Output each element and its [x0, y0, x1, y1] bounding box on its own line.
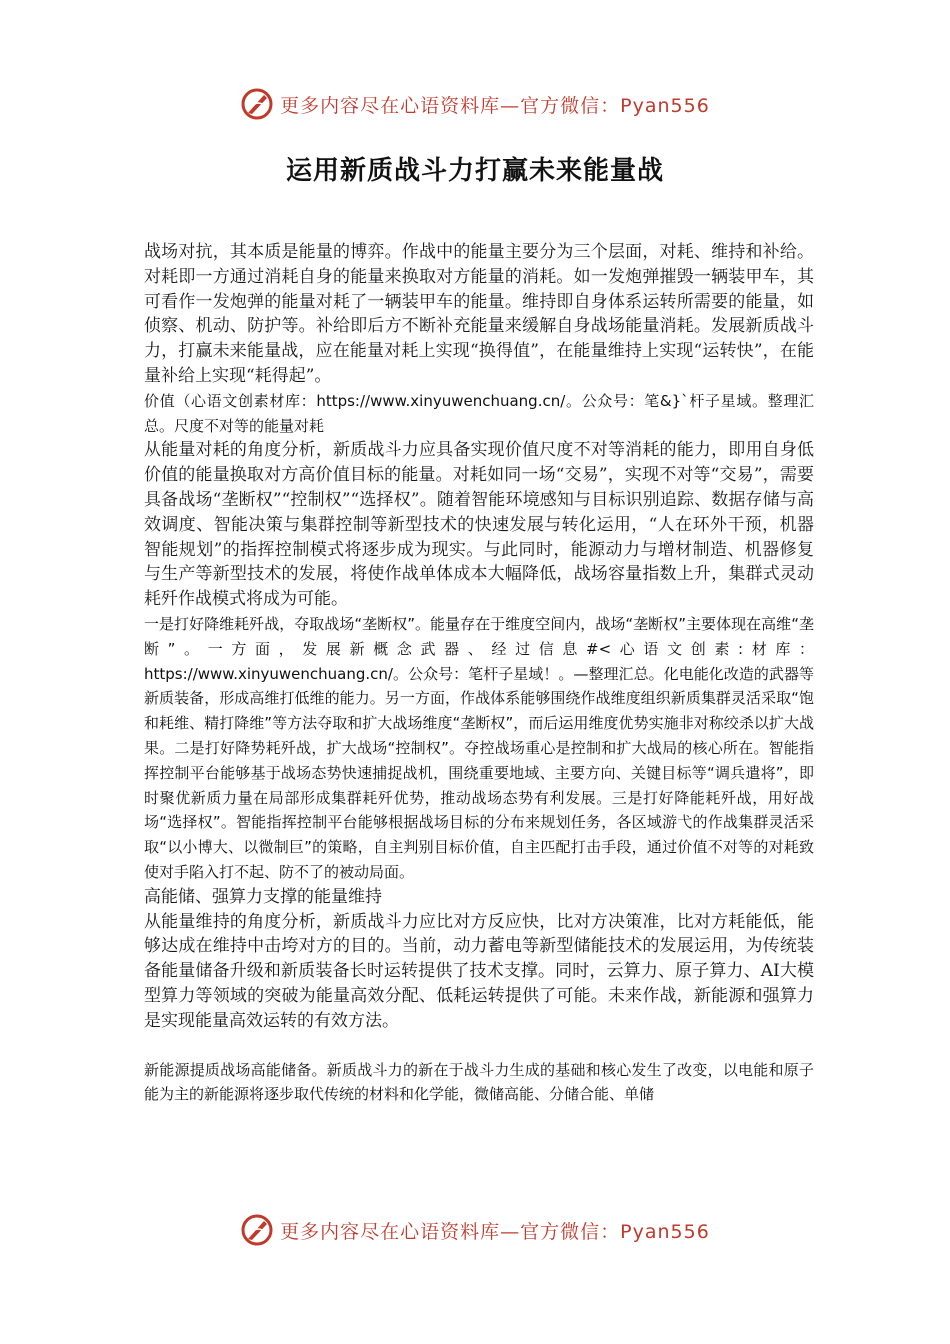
document-title: 运用新质战斗力打赢未来能量战	[285, 156, 664, 186]
document-body	[144, 240, 814, 1107]
paragraph-new-energy: 新能源提质战场高能储备。新质战斗力的新在于战斗力生成的基础和核心发生了改变，以电能和原子能为主的新能源将逐步取代传统的材料和化学能，微储高能、分储合能、单储	[144, 1060, 814, 1104]
quill-logo-icon	[240, 1213, 274, 1247]
paragraph-energy-exchange: 从能量对耗的角度分析，新质战斗力应具备实现价值尺度不对等消耗的能力，即用自身低价值的能量换取对方高价值目标的能量。对耗如同一场“交易”，实现不对等“交易”，需要具备战场“垄断权”“控制权”“选择权”。随着智能环境感知与目标识别追踪、数据存储与高效调度、智能决策与集群控制等新型技术的快速发展与转化运用，“人在环外干预，机器智能规划”的指挥控制模式将逐步成为现实。与此同时，能源动力与增材制造、机器修复与生产等新型技术的发展，将使作战单体成本大幅降低，战场容量指数上升，集群式灵动耗歼作战模式将成为可能。	[144, 440, 814, 610]
paragraph-source-note-1: 价值（心语文创素材库：https://www.xinyuwenchuang.cn/。公众号：笔&}`杆子星域。整理汇总。尺度不对等的能量对耗	[144, 391, 814, 435]
paragraph-three-battles: 一是打好降维耗歼战，夺取战场“垄断权”。能量存在于维度空间内，战场“垄断权”主要体现在高维“垄断”。一方面，发展新概念武器、经过信息#<心语文创素:材库：https://www.xinyuwenchuang.cn/。公众号：笔杆子星域！。—整理汇总。化电能化改造的武器等新质装备，形成高维打低维的能力。另一方面，作战体系能够围绕作战维度组织新质集群灵活采取“饱和耗维、精打降维”等方法夺取和扩大战场维度“垄断权”，而后运用维度优势实施非对称绞杀以扩大战果。二是打好降势耗歼战，扩大战场“控制权”。夺控战场重心是控制和扩大战局的核心所在。智能指挥控制平台能够基于战场态势快速捕捉战机，围绕重要地域、主要方向、关键目标等“调兵遣将”，即时聚优新质力量在局部形成集群耗歼优势，推动战场态势有利发展。三是打好降能耗歼战，用好战场“选择权”。智能指挥控制平台能够根据战场目标的分布来规划任务，各区域游弋的作战集群灵活采取“以小博大、以微制巨”的策略，自主判别目标价值，自主匹配打击手段，通过价值不对等的对耗致使对手陷入打不起、防不了的被动局面。	[144, 614, 814, 881]
banner-text: 更多内容尽在心语资料库—官方微信：Pyan556	[280, 1220, 710, 1243]
header-banner	[0, 84, 950, 124]
footer-banner	[0, 1210, 950, 1250]
banner-text: 更多内容尽在心语资料库—官方微信：Pyan556	[280, 94, 710, 117]
paragraph-intro: 战场对抗，其本质是能量的博弈。作战中的能量主要分为三个层面，对耗、维持和补给。对耗即一方通过消耗自身的能量来换取对方能量的消耗。如一发炮弹摧毁一辆装甲车，其可看作一发炮弹的能量对耗了一辆装甲车的能量。维持即自身体系运转所需要的能量，如侦察、机动、防护等。补给即后方不断补充能量来缓解自身战场能量消耗。发展新质战斗力，打赢未来能量战，应在能量对耗上实现“换得值”，在能量维持上实现“运转快”，在能量补给上实现“耗得起”。	[144, 242, 814, 386]
paragraph-energy-maintenance: 从能量维持的角度分析，新质战斗力应比对方反应快，比对方决策准，比对方耗能低，能够达成在维持中击垮对方的目的。当前，动力蓄电等新型储能技术的发展运用，为传统装备能量储备升级和新质装备长时运转提供了技术支撑。同时，云算力、原子算力、AI大模型算力等领域的突破为能量高效分配、低耗运转提供了可能。未来作战，新能源和强算力是实现能量高效运转的有效方法。	[144, 911, 814, 1031]
section-heading-energy-maintenance: 高能储、强算力支撑的能量维持	[144, 886, 382, 907]
quill-logo-icon	[240, 87, 274, 121]
